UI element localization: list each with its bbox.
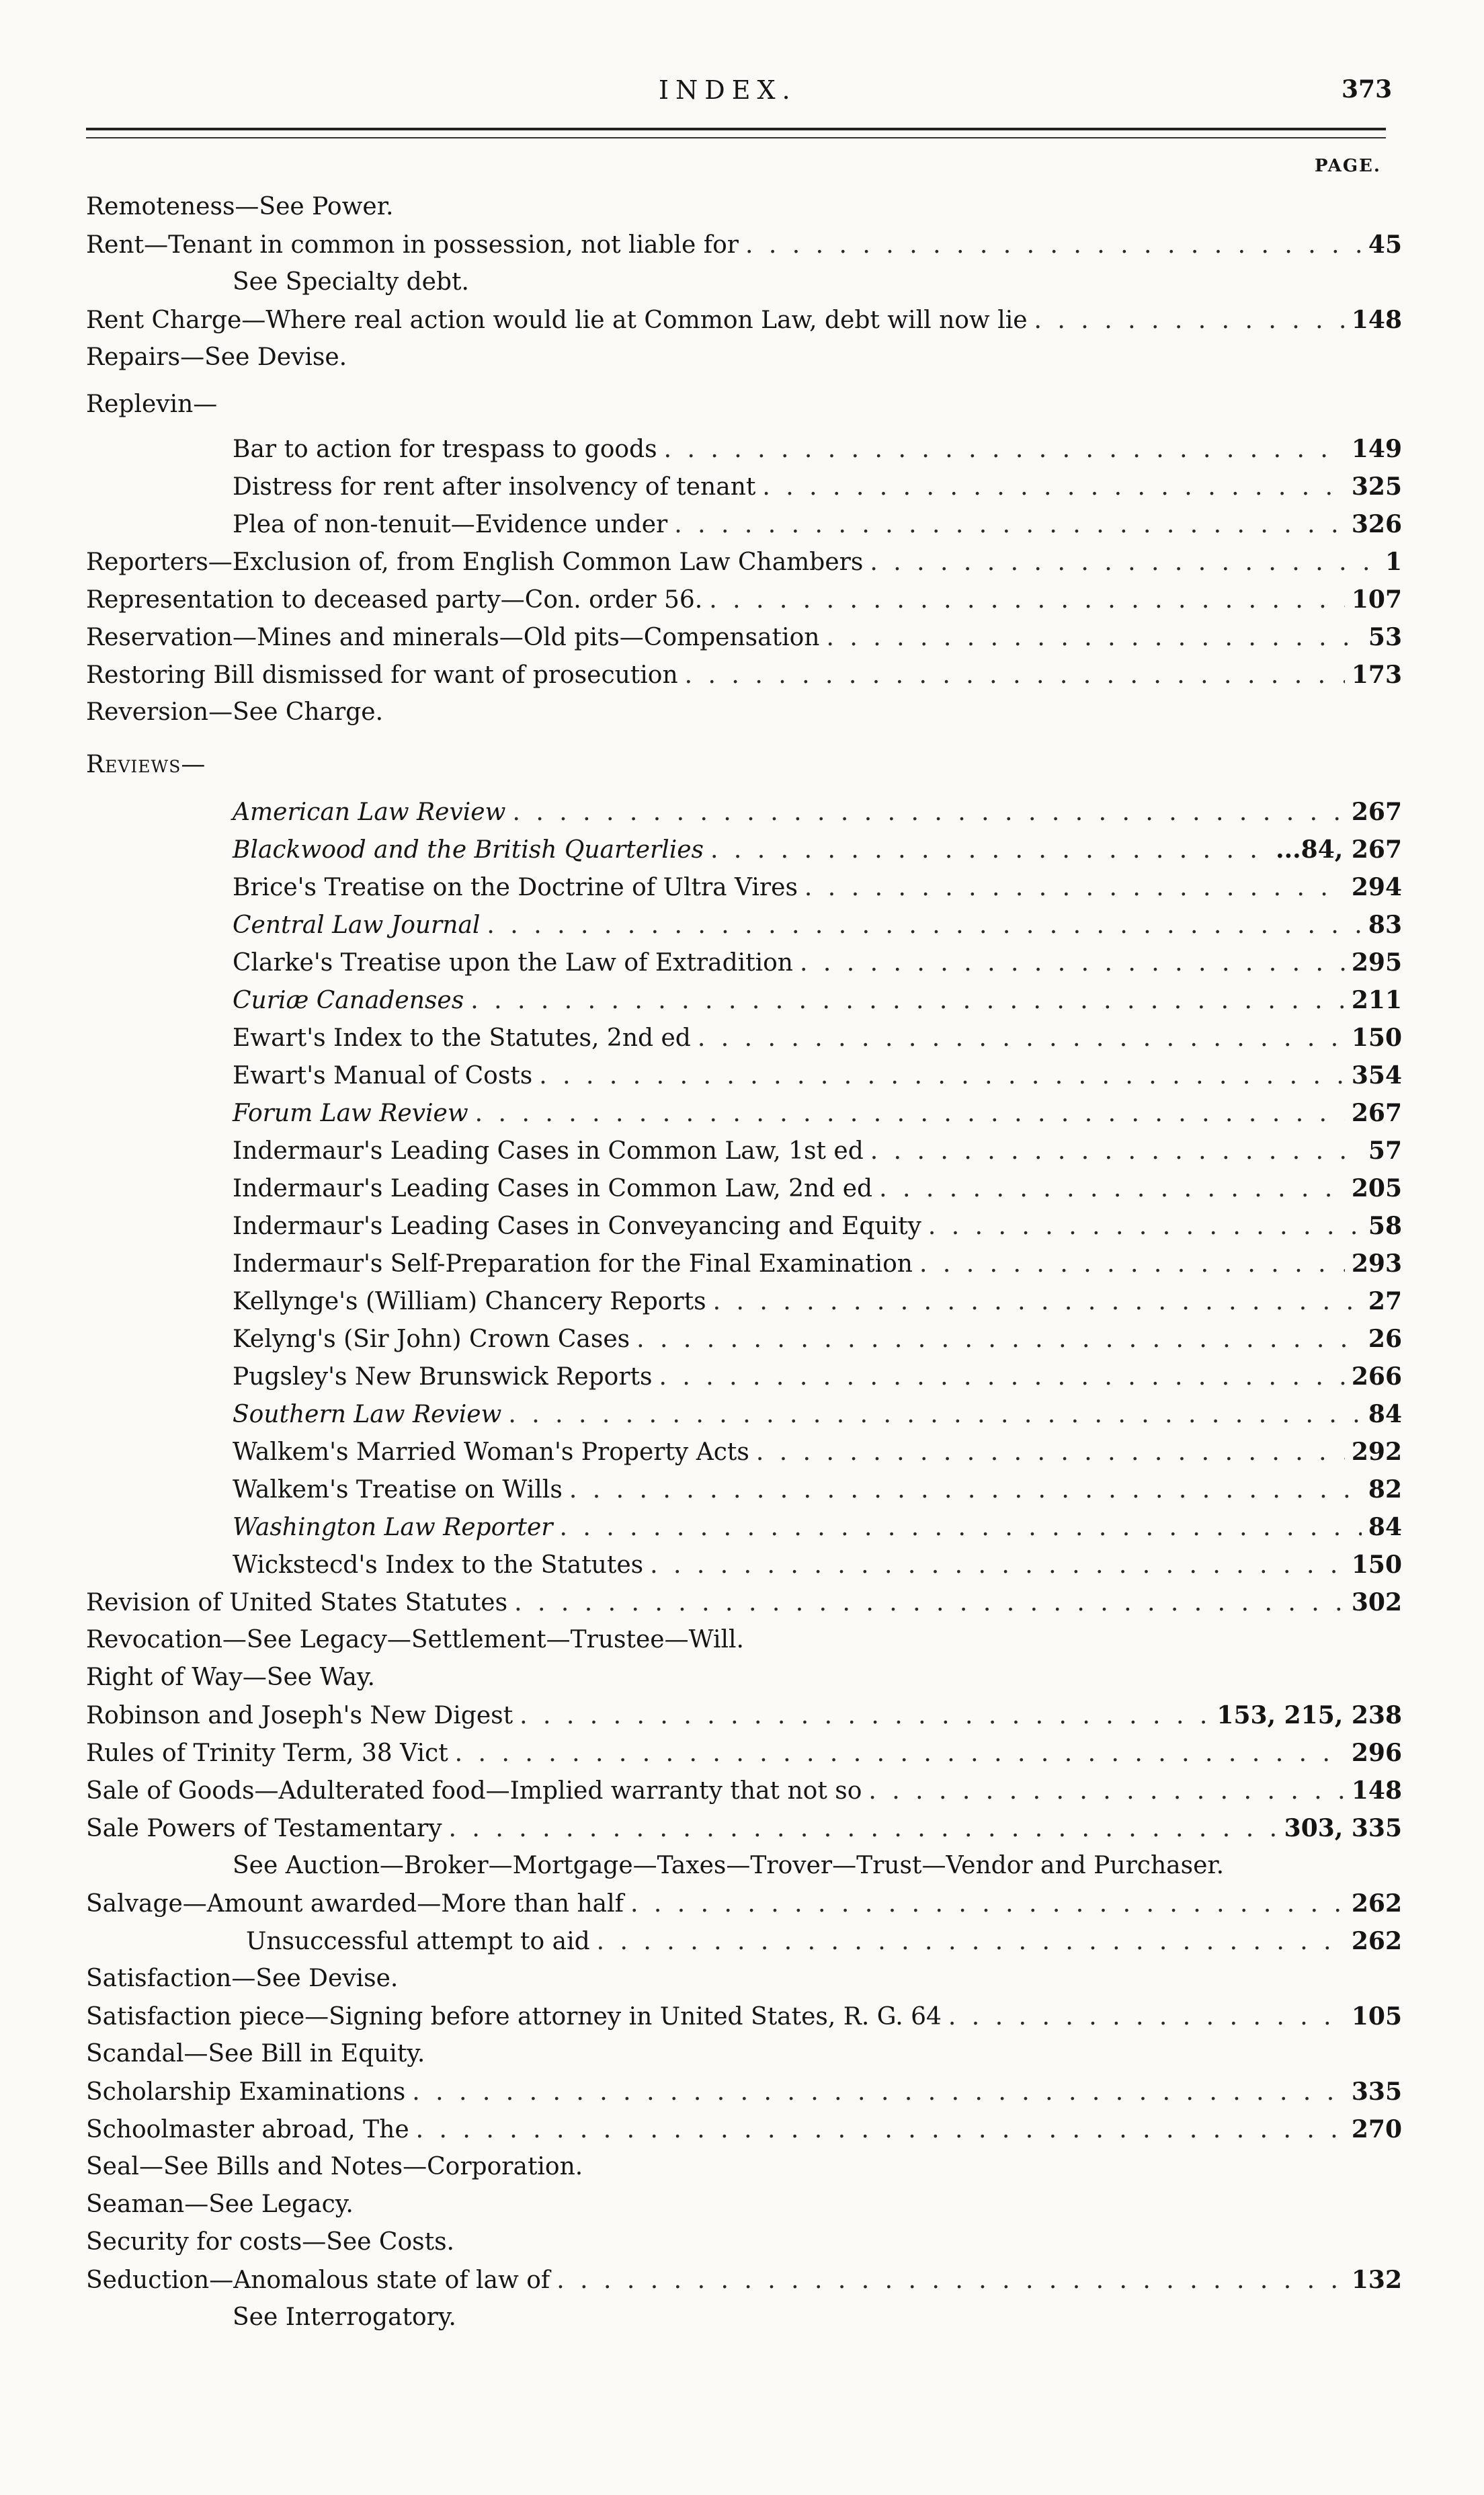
index-entry: Schoolmaster abroad, The . . . 270 [86,2111,1402,2148]
index-subentry: Bar to action for trespass to goods . . . 149 [233,430,1402,468]
review-entry: Walkem's Married Woman's Property Acts . . . 292 [233,1433,1402,1471]
index-entry: Robinson and Joseph's New Digest . . . 153, 215, 238 [86,1696,1402,1734]
index-entry: Reporters—Exclusion of, from English Common Law Chambers . . . 1 [86,543,1402,581]
index-subentry: Plea of non-tenuit—Evidence under . . . 326 [233,505,1402,543]
index-entry: Security for costs—See Costs. [86,2228,454,2256]
review-entry: Southern Law Review . . . 84 [233,1395,1402,1433]
index-entry: Sale of Goods—Adulterated food—Implied warranty that not so . . . 148 [86,1772,1402,1809]
page-number: 373 [1342,75,1393,104]
review-entry: Blackwood and the British Quarterlies . . . ...84, 267 [233,831,1402,868]
index-subentry: See Auction—Broker—Mortgage—Taxes—Trover—Trust—Vendor and Purchaser. [233,1852,1225,1879]
index-entry: Scholarship Examinations . . . 335 [86,2073,1402,2111]
index-entry: Scandal—See Bill in Equity. [86,2040,425,2068]
review-entry: Walkem's Treatise on Wills . . . 82 [233,1471,1402,1508]
index-entry: Right of Way—See Way. [86,1664,375,1691]
index-entry: Salvage—Amount awarded—More than half . . . 262 [86,1885,1402,1922]
index-entry: Restoring Bill dismissed for want of prosecution . . . 173 [86,656,1402,694]
index-heading: Reviews— [86,751,206,778]
index-subentry: See Specialty debt. [233,268,469,296]
page-column-label: PAGE. [1315,156,1381,176]
review-entry: Ewart's Index to the Statutes, 2nd ed . . . 150 [233,1019,1402,1057]
review-entry: Clarke's Treatise upon the Law of Extradition . . . 295 [233,944,1402,981]
index-entry: Reservation—Mines and minerals—Old pits—Compensation . . . 53 [86,618,1402,656]
index-entry: Rent Charge—Where real action would lie at Common Law, debt will now lie . . . 148 [86,301,1402,339]
index-entry: Revision of United States Statutes . . . 302 [86,1584,1402,1621]
index-entry: Seduction—Anomalous state of law of . . . 132 [86,2261,1402,2299]
review-entry: Brice's Treatise on the Doctrine of Ultra Vires . . . 294 [233,868,1402,906]
index-heading: Replevin— [86,391,218,418]
review-entry: Ewart's Manual of Costs . . . 354 [233,1057,1402,1094]
review-entry: Indermaur's Leading Cases in Common Law, 2nd ed . . . 205 [233,1170,1402,1207]
review-entry: Pugsley's New Brunswick Reports . . . 266 [233,1358,1402,1395]
review-entry: Indermaur's Self-Preparation for the Final Examination . . . 293 [233,1245,1402,1282]
index-subentry: Distress for rent after insolvency of tenant . . . 325 [233,468,1402,505]
index-entry: Rent—Tenant in common in possession, not liable for . . . 45 [86,226,1402,263]
review-entry: American Law Review . . . 267 [233,793,1402,831]
index-entry: Seaman—See Legacy. [86,2191,354,2218]
index-entry: Reversion—See Charge. [86,698,384,726]
index-entry: Repairs—See Devise. [86,343,347,371]
index-subentry: Unsuccessful attempt to aid . . . 262 [246,1922,1402,1960]
review-entry: Kelyng's (Sir John) Crown Cases . . . 26 [233,1320,1402,1358]
index-entry: Sale Powers of Testamentary . . . 303, 335 [86,1809,1402,1847]
review-entry: Forum Law Review . . . 267 [233,1094,1402,1132]
index-entry: Satisfaction piece—Signing before attorney in United States, R. G. 64 . . . 105 [86,1998,1402,2035]
index-entry: Seal—See Bills and Notes—Corporation. [86,2153,583,2180]
header-rule [86,128,1386,130]
page-header [0,75,1484,116]
review-entry: Kellynge's (William) Chancery Reports . . . 27 [233,1282,1402,1320]
page-title: INDEX. [659,75,797,105]
review-entry: Washington Law Reporter . . . 84 [233,1508,1402,1546]
review-entry: Curiæ Canadenses . . . 211 [233,981,1402,1019]
index-entry: Representation to deceased party—Con. order 56. . . . 107 [86,581,1402,618]
index-entry: Revocation—See Legacy—Settlement—Trustee—Will. [86,1626,744,1653]
review-entry: Indermaur's Leading Cases in Conveyancing and Equity . . . 58 [233,1207,1402,1245]
review-entry: Central Law Journal . . . 83 [233,906,1402,944]
header-rule-thin [86,137,1386,138]
index-entry: Remoteness—See Power. [86,193,394,220]
review-entry: Indermaur's Leading Cases in Common Law, 1st ed . . . 57 [233,1132,1402,1170]
index-entry: Satisfaction—See Devise. [86,1965,399,1992]
index-subentry: See Interrogatory. [233,2303,456,2331]
review-entry: Wickstecd's Index to the Statutes . . . 150 [233,1546,1402,1584]
index-entry: Rules of Trinity Term, 38 Vict . . . 296 [86,1734,1402,1772]
